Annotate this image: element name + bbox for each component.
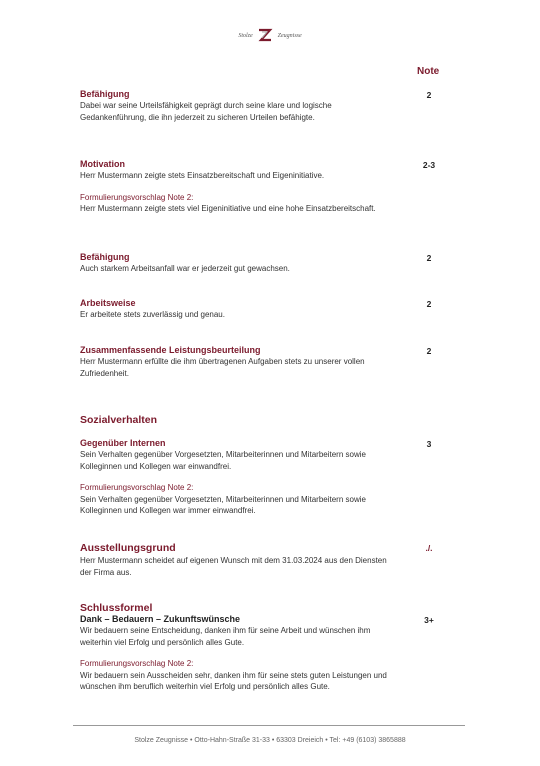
grade-value: 3 xyxy=(426,439,432,449)
assessment-text: Dabei war seine Urteilsfähigkeit geprägt durch seine klare und logische Gedankenführung, die ihn jederzeit zu sicheren Urteilen befähigte. xyxy=(80,101,332,122)
section-heading-closing: Schlussformel xyxy=(80,602,153,614)
assessment-text: Herr Mustermann zeigte stets Einsatzbereitschaft und Eigeninitiative. xyxy=(80,171,325,180)
grade-value: 2 xyxy=(426,253,432,263)
footer-address: Stolze Zeugnisse • Otto-Hahn-Straße 31-33 • 63303 Dreieich • Tel: +49 (6103) 3865888 xyxy=(134,737,406,744)
assessment-block-social xyxy=(80,438,400,517)
grade-value: 3+ xyxy=(424,615,434,625)
footer-divider xyxy=(73,725,465,726)
assessment-block-befaehigung-2 xyxy=(80,252,400,275)
suggestion-label: Formulierungsvorschlag Note 2: xyxy=(80,192,194,202)
company-logo xyxy=(0,28,540,44)
section-heading-exit: Ausstellungsgrund xyxy=(80,542,176,554)
assessment-block-summary xyxy=(80,345,400,379)
suggestion-text: Wir bedauern sein Ausscheiden sehr, danken ihm für seine stets guten Leistungen und wünschen ihm beruflich weiterhin viel Erfolg und persönlich alles Gute. xyxy=(80,670,387,692)
grade-value: 2 xyxy=(426,346,432,356)
assessment-text: Herr Mustermann erfüllte die ihm übertragenen Aufgaben stets zu unserer vollen Zufriedenheit. xyxy=(80,357,365,378)
assessment-text: Herr Mustermann scheidet auf eigenen Wunsch mit dem 31.03.2024 aus den Diensten der Firma aus. xyxy=(80,556,387,577)
logo-text-right: Zeugnisse xyxy=(277,33,302,39)
grade-value: 2 xyxy=(426,299,432,309)
logo-text-left: Stolze xyxy=(238,33,253,39)
assessment-title: Befähigung xyxy=(80,252,130,262)
note-column-header: Note xyxy=(417,66,440,77)
assessment-text: Wir bedauern seine Entscheidung, danken ihm für seine Arbeit und wünschen ihm weiterhin viel Erfolg und persönlich alles Gute. xyxy=(80,626,371,647)
suggestion-label: Formulierungsvorschlag Note 2: xyxy=(80,483,194,493)
assessment-block-motivation xyxy=(80,159,400,215)
assessment-block-arbeitsweise xyxy=(80,298,400,321)
assessment-block-closing xyxy=(80,614,400,693)
grade-value: 2 xyxy=(426,90,432,100)
assessment-title: Motivation xyxy=(80,159,125,169)
assessment-title: Gegenüber Internen xyxy=(80,438,166,448)
assessment-title: Dank – Bedauern – Zukunftswünsche xyxy=(80,614,241,624)
section-heading-social: Sozialverhalten xyxy=(80,414,158,426)
assessment-text: Er arbeitete stets zuverlässig und genau. xyxy=(80,310,225,319)
grade-value: 2-3 xyxy=(422,160,436,170)
suggestion-label: Formulierungsvorschlag Note 2: xyxy=(80,659,194,669)
assessment-title: Arbeitsweise xyxy=(80,298,136,308)
grade-value: ./. xyxy=(425,543,433,553)
suggestion-text: Sein Verhalten gegenüber Vorgesetzten, Mitarbeiterinnen und Mitarbeitern sowie Kolleginnen und Kollegen war immer einwandfrei. xyxy=(80,494,366,516)
assessment-text: Sein Verhalten gegenüber Vorgesetzten, Mitarbeiterinnen und Mitarbeitern sowie Kolleginnen und Kollegen war einwandfrei. xyxy=(80,450,366,471)
assessment-block-befaehigung-1 xyxy=(80,89,400,123)
assessment-text: Auch starkem Arbeitsanfall war er jederzeit gut gewachsen. xyxy=(80,264,290,273)
suggestion-text: Herr Mustermann zeigte stets viel Eigeninitiative und eine hohe Einsatzbereitschaft. xyxy=(80,204,376,214)
assessment-title: Befähigung xyxy=(80,89,130,99)
logo-mark-icon xyxy=(257,28,273,44)
assessment-block-exit xyxy=(80,555,400,578)
assessment-title: Zusammenfassende Leistungsbeurteilung xyxy=(80,345,261,355)
